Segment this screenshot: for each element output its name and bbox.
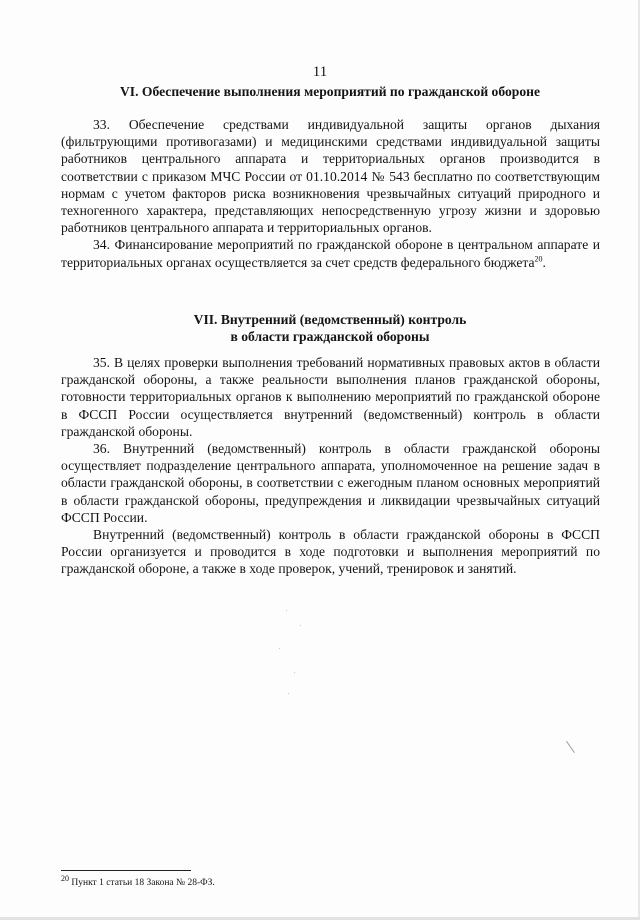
section-6-body xyxy=(61,116,600,271)
footnote-reference[interactable]: 20 xyxy=(534,254,543,264)
paragraph-34 xyxy=(61,236,600,270)
section-7-heading-line-2: в области гражданской обороны xyxy=(230,329,430,344)
footnote-divider xyxy=(61,870,191,871)
section-7-body xyxy=(61,354,600,578)
paragraph-34-end: . xyxy=(542,254,546,270)
paragraph-33: 33. Обеспечение средствами индивидуальной защиты органов дыхания (фильтрующими противогазами) и медицинскими средствами индивидуальной защиты работников центрального аппарата и территориальных органов производится в соответствии с приказом МЧС России от 01.10.2014 № 543 бесплатно по соответствующим нормам с учетом факторов риска возникновения чрезвычайных ситуаций природного и техногенного характера, представляющих непосредственную угрозу жизни и здоровью работников центрального аппарата и территориальных органов. xyxy=(61,117,600,236)
paragraph-35: 35. В целях проверки выполнения требований нормативных правовых актов в области гражданской обороны, а также реальности выполнения планов гражданской обороны, готовности территориальных органов к выполнению мероприятий по гражданской обороне в ФССП России осуществляется внутренний (ведомственный) контроль в области гражданской обороны. xyxy=(61,355,600,439)
footnote-text: Пункт 1 статьи 18 Закона № 28-ФЗ. xyxy=(69,878,215,888)
paragraph-36-continued: Внутренний (ведомственный) контроль в области гражданской обороны в ФССП России организуется и проводится в ходе подготовки и выполнения мероприятий по гражданской обороне, а также в ходе проверок, учений, тренировок и занятий. xyxy=(61,527,600,577)
scan-mark xyxy=(566,741,575,753)
footnote xyxy=(61,873,215,889)
footnote-number: 20 xyxy=(61,873,69,883)
scan-speck xyxy=(279,648,280,649)
page-number: 11 xyxy=(312,64,328,80)
section-6-heading: VI. Обеспечение выполнения мероприятий по гражданской обороне xyxy=(119,84,540,99)
paragraph-36: 36. Внутренний (ведомственный) контроль в области гражданской обороны осуществляет подразделение центрального аппарата, уполномоченное на решение задач в области гражданской обороны, в соответствии с ежегодным планом основных мероприятий в области гражданской обороны, предупреждения и ликвидации чрезвычайных ситуаций ФССП России. xyxy=(61,441,600,525)
section-7-heading xyxy=(60,311,600,345)
scan-speck xyxy=(294,672,295,673)
paragraph-34-text: 34. Финансирование мероприятий по гражданской обороне в центральном аппарате и территориальных органах осуществляется за счет средств федерального бюджета xyxy=(61,237,600,270)
scan-speck xyxy=(300,625,301,626)
section-7-heading-line-1: VII. Внутренний (ведомственный) контроль xyxy=(193,312,467,327)
scan-speck xyxy=(288,693,289,694)
scan-speck xyxy=(286,610,287,611)
